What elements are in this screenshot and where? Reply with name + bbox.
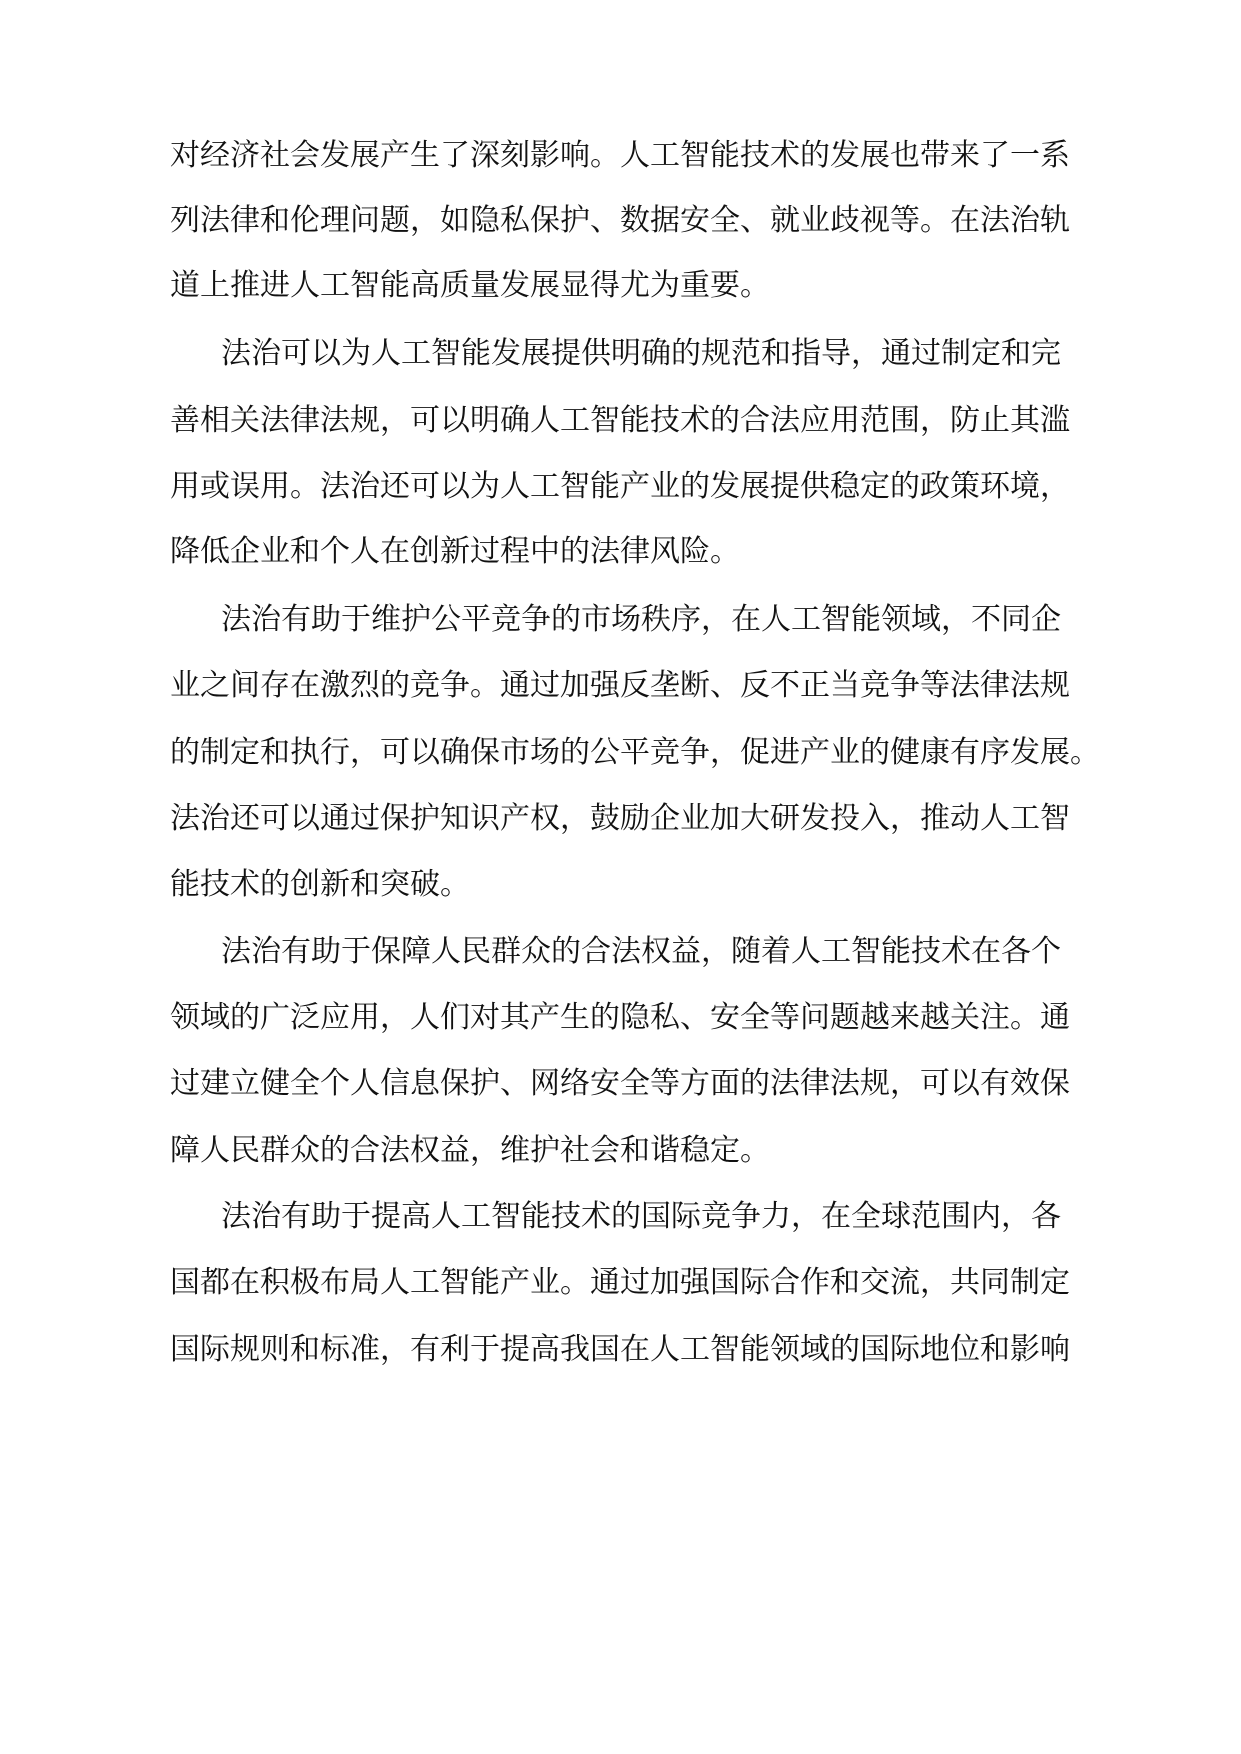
- paragraph-first-line: 法治可以为人工智能发展提供明确的规范和指导，通过制定和完: [221, 336, 1061, 371]
- text-line: 的制定和执行，可以确保市场的公平竞争，促进产业的健康有序发展。: [170, 735, 1100, 770]
- text-line: 对经济社会发展产生了深刻影响。人工智能技术的发展也带来了一系: [170, 138, 1070, 173]
- text-line: 业之间存在激烈的竞争。通过加强反垄断、反不正当竞争等法律法规: [170, 668, 1070, 703]
- text-line: 过建立健全个人信息保护、网络安全等方面的法律法规，可以有效保: [170, 1066, 1070, 1101]
- text-line: 降低企业和个人在创新过程中的法律风险。: [170, 534, 740, 569]
- paragraph-first-line: 法治有助于维护公平竞争的市场秩序，在人工智能领域，不同企: [221, 602, 1061, 637]
- text-line: 国际规则和标准，有利于提高我国在人工智能领域的国际地位和影响: [170, 1332, 1070, 1367]
- text-line: 能技术的创新和突破。: [170, 867, 470, 902]
- text-line: 领域的广泛应用，人们对其产生的隐私、安全等问题越来越关注。通: [170, 1000, 1070, 1035]
- text-line: 法治还可以通过保护知识产权，鼓励企业加大研发投入，推动人工智: [170, 801, 1070, 836]
- text-line: 善相关法律法规，可以明确人工智能技术的合法应用范围，防止其滥: [170, 403, 1070, 438]
- text-line: 道上推进人工智能高质量发展显得尤为重要。: [170, 268, 770, 303]
- text-line: 障人民群众的合法权益，维护社会和谐稳定。: [170, 1133, 770, 1168]
- paragraph-first-line: 法治有助于提高人工智能技术的国际竞争力，在全球范围内，各: [221, 1199, 1061, 1234]
- text-line: 国都在积极布局人工智能产业。通过加强国际合作和交流，共同制定: [170, 1265, 1070, 1300]
- text-line: 列法律和伦理问题，如隐私保护、数据安全、就业歧视等。在法治轨: [170, 203, 1070, 238]
- text-line: 用或误用。法治还可以为人工智能产业的发展提供稳定的政策环境，: [170, 469, 1070, 504]
- paragraph-first-line: 法治有助于保障人民群众的合法权益，随着人工智能技术在各个: [221, 934, 1061, 969]
